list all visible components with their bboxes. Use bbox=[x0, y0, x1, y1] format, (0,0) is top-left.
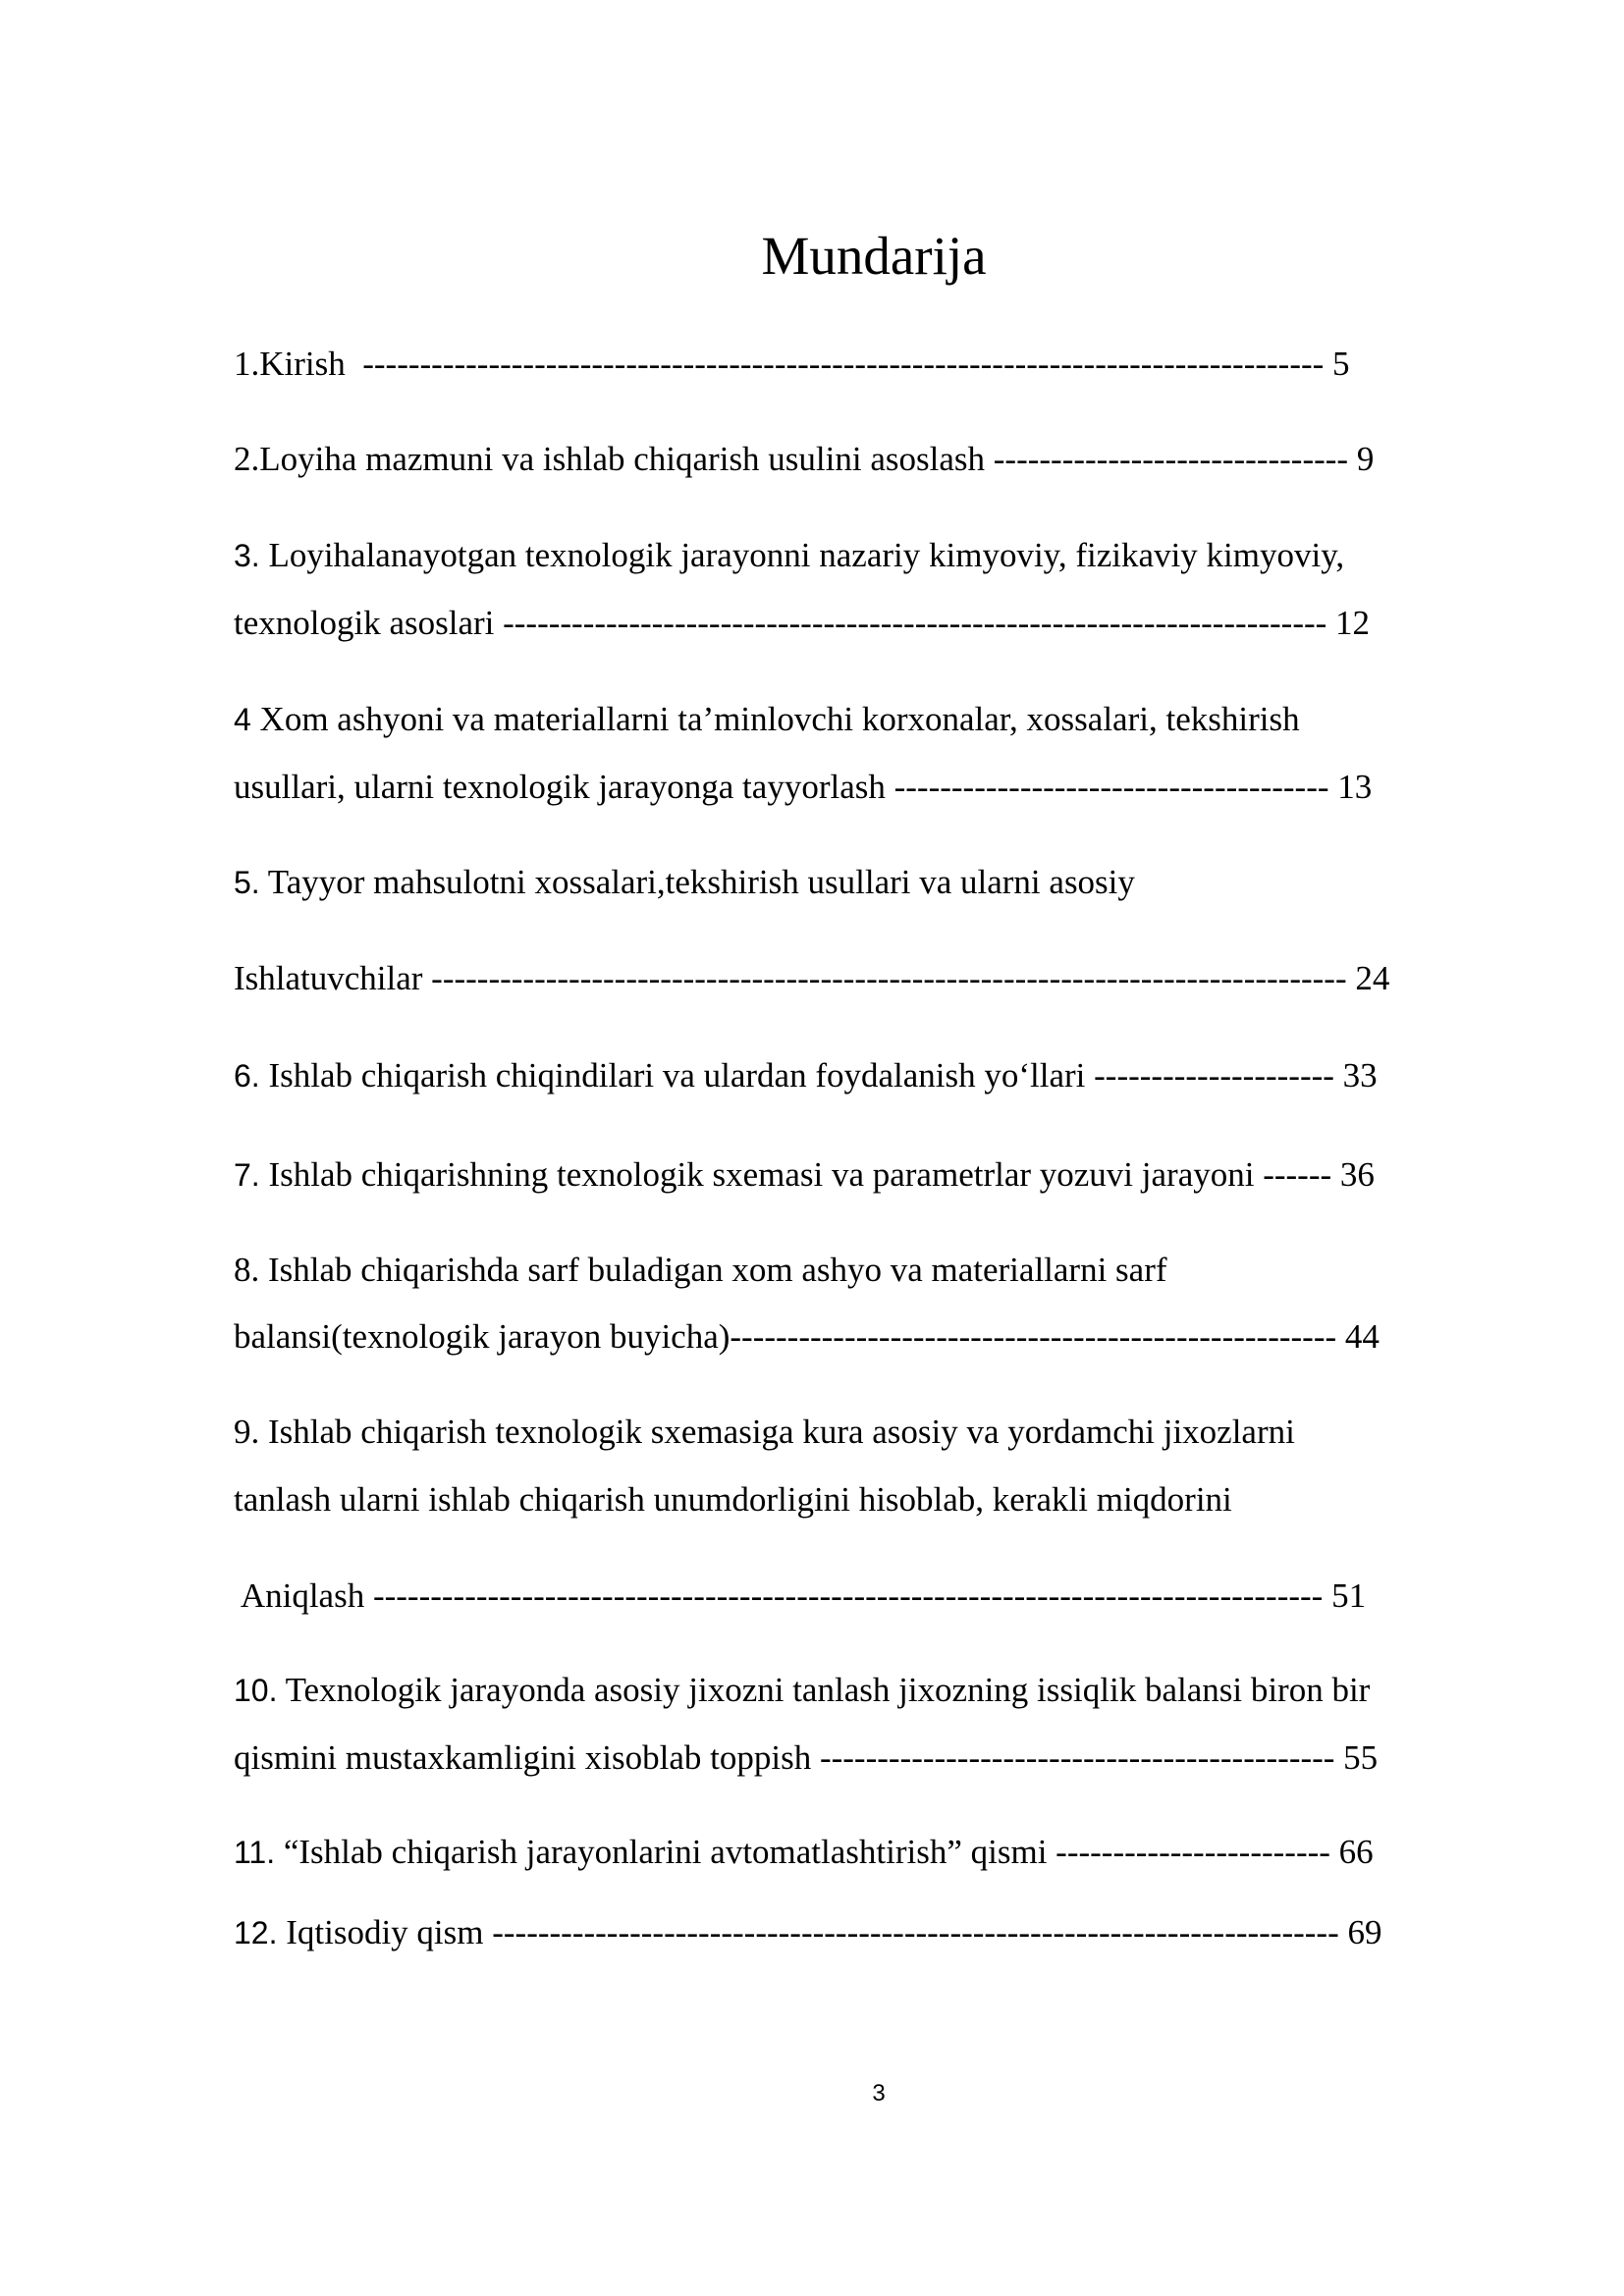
toc-entry-text: Ishlatuvchilar -------------------------------------------------------------------------------- 24 bbox=[234, 959, 1390, 997]
toc-entry-text: 1.Kirish ------------------------------------------------------------------------------------ 5 bbox=[234, 345, 1350, 383]
toc-entry-tayyor-mahsulot-cont bbox=[234, 954, 1520, 1003]
toc-entry-text: Iqtisodiy qism -------------------------------------------------------------------------- 69 bbox=[277, 1913, 1382, 1951]
toc-entry-asosiy-jixoz-cont bbox=[234, 1734, 1520, 1783]
toc-entry-nazariy-asoslar-cont bbox=[234, 599, 1520, 648]
toc-entry-iqtisodiy-qism bbox=[234, 1908, 1520, 1957]
toc-entry-jixozlar bbox=[234, 1408, 1520, 1457]
toc-entry-sarf-balansi bbox=[234, 1246, 1520, 1295]
toc-entry-number: 5. bbox=[234, 865, 260, 900]
toc-entry-text: Tayyor mahsulotni xossalari,tekshirish usullari va ularni asosiy bbox=[259, 863, 1135, 901]
toc-entry-text: “Ishlab chiqarish jarayonlarini avtomatlashtirish” qismi ------------------------ 66 bbox=[275, 1833, 1374, 1871]
toc-entry-jixozlar-cont bbox=[234, 1475, 1520, 1524]
toc-entry-text: tanlash ularni ishlab chiqarish unumdorligini hisoblab, kerakli miqdorini bbox=[234, 1480, 1232, 1519]
toc-entry-text: qismini mustaxkamligini xisoblab toppish --------------------------------------------- 55 bbox=[234, 1738, 1379, 1777]
toc-entry-text: Loyihalanayotgan texnologik jarayonni nazariy kimyoviy, fizikaviy kimyoviy, bbox=[259, 536, 1345, 574]
page-title: Mundarija bbox=[761, 226, 987, 286]
toc-entry-xom-ashyo-cont bbox=[234, 763, 1520, 812]
toc-entry-text: Ishlab chiqarish chiqindilari va ulardan foydalanish yo‘llari --------------------- 33 bbox=[259, 1056, 1378, 1095]
toc-entry-tayyor-mahsulot bbox=[234, 858, 1520, 907]
page-number: 3 bbox=[872, 2080, 886, 2107]
toc-entry-number: 6. bbox=[234, 1058, 260, 1094]
toc-entry-kirish bbox=[234, 340, 1520, 389]
toc-entry-number: 3. bbox=[234, 538, 260, 573]
toc-entry-number: 11. bbox=[234, 1835, 276, 1870]
toc-entry-text: Texnologik jarayonda asosiy jixozni tanlash jixozning issiqlik balansi biron bir bbox=[277, 1671, 1371, 1709]
toc-entry-number: 12. bbox=[234, 1915, 278, 1950]
toc-entry-text: 8. Ishlab chiqarishda sarf buladigan xom ashyo va materiallarni sarf bbox=[234, 1251, 1167, 1289]
toc-entry-text: Xom ashyoni va materiallarni ta’minlovchi korxonalar, xossalari, tekshirish bbox=[250, 700, 1300, 738]
toc-entry-nazariy-asoslar bbox=[234, 531, 1520, 580]
toc-entry-text: Ishlab chiqarishning texnologik sxemasi va parametrlar yozuvi jarayoni ------ 36 bbox=[259, 1155, 1375, 1194]
toc-entry-jixozlar-cont-2 bbox=[234, 1572, 1520, 1621]
toc-entry-texnologik-sxema bbox=[234, 1150, 1520, 1200]
toc-entry-text: 9. Ishlab chiqarish texnologik sxemasiga kura asosiy va yordamchi jixozlarni bbox=[234, 1413, 1295, 1451]
toc-entry-text: usullari, ularni texnologik jarayonga tayyorlash -------------------------------------- 13 bbox=[234, 768, 1373, 806]
toc-entry-number: 7. bbox=[234, 1157, 260, 1193]
toc-entry-number: 4 bbox=[234, 702, 251, 737]
toc-entry-chiqindilar bbox=[234, 1051, 1520, 1100]
toc-entry-text: Aniqlash ----------------------------------------------------------------------------------- 51 bbox=[234, 1576, 1367, 1615]
toc-entry-loyiha-mazmuni bbox=[234, 435, 1520, 484]
toc-entry-avtomatlashtirish bbox=[234, 1828, 1520, 1877]
toc-entry-text: balansi(texnologik jarayon buyicha)----------------------------------------------------- 44 bbox=[234, 1317, 1380, 1356]
toc-entry-xom-ashyo bbox=[234, 695, 1520, 744]
toc-entry-text: texnologik asoslari ------------------------------------------------------------------------ 12 bbox=[234, 604, 1371, 642]
toc-entry-text: 2.Loyiha mazmuni va ishlab chiqarish usulini asoslash ------------------------------- 9 bbox=[234, 440, 1375, 478]
toc-entry-number: 10. bbox=[234, 1673, 278, 1708]
toc-entry-asosiy-jixoz bbox=[234, 1666, 1520, 1715]
toc-entry-sarf-balansi-cont bbox=[234, 1312, 1520, 1362]
